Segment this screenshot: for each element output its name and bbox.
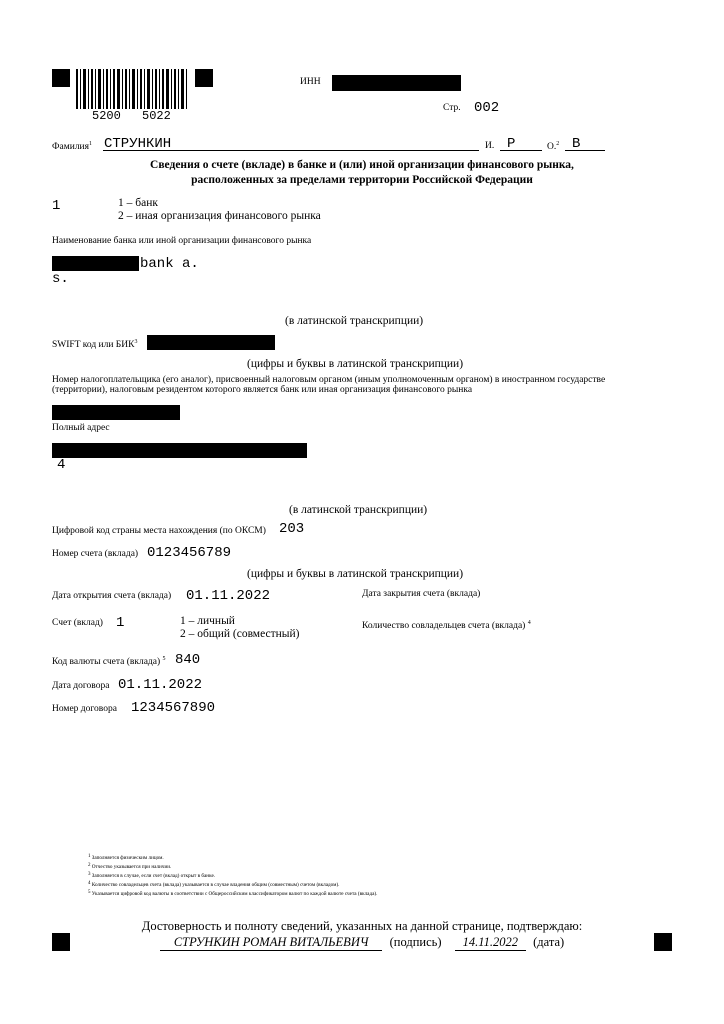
initial-value: Р	[507, 136, 516, 152]
account-type-option-personal: 1 – личный	[180, 615, 235, 627]
confirmation-text: Достоверность и полноту сведений, указанных на данной странице, подтверждаю:	[141, 919, 583, 933]
account-number-label: Номер счета (вклада)	[52, 549, 139, 559]
footnote-5: $^5$ Указывается цифровой код валюты в соответствии с Общероссийским классификатором валют по каждой валюте счета (вклада).	[88, 890, 378, 897]
taxpayer-number-redacted	[52, 405, 180, 420]
org-type-option-other: 2 – иная организация финансового рынка	[118, 210, 321, 222]
date-label: (дата)	[533, 935, 565, 949]
signer-name: СТРУНКИН РОМАН ВИТАЛЬЕВИЧ	[160, 935, 383, 951]
swift-hint: (цифры и буквы в латинской транскрипции)	[247, 358, 464, 370]
currency-code-label: Код валюты счета (вклада) $^5$	[52, 656, 166, 668]
page-label: Стр.	[443, 103, 461, 113]
surname-label: Фамилия$^1$	[52, 141, 93, 153]
address-label: Полный адрес	[52, 423, 110, 433]
close-date-label: Дата закрытия счета (вклада)	[362, 589, 481, 599]
page-title	[0, 158, 724, 188]
contract-number-label: Номер договора	[52, 704, 117, 714]
footnote-4: $^4$ Количество совладельцев счета (вклада) указывается в случае владения общим (совместным) счетом (вкладом).	[88, 881, 340, 888]
org-type-value: 1	[52, 198, 61, 214]
barcode-image	[75, 69, 190, 109]
account-type-value: 1	[116, 615, 125, 631]
footnotes	[88, 853, 377, 898]
account-type-option-joint: 2 – общий (совместный)	[180, 628, 300, 640]
open-date-label: Дата открытия счета (вклада)	[52, 591, 172, 601]
signature-line	[0, 935, 724, 951]
patronymic-underline	[565, 136, 605, 151]
contract-number-value: 1234567890	[131, 700, 216, 716]
swift-value-redacted	[147, 335, 275, 350]
currency-code-value: 840	[175, 652, 201, 668]
surname-value: СТРУНКИН	[104, 136, 172, 152]
org-type-option-bank: 1 – банк	[118, 197, 158, 209]
taxpayer-number-label-line1: Номер налогоплательщика (его аналог), присвоенный налоговым органом (иным уполномоченным органом) в иностранном государстве	[52, 375, 606, 385]
account-number-value: 0123456789	[147, 545, 232, 561]
bank-name-hint: (в латинской транскрипции)	[285, 315, 424, 327]
country-code-value: 203	[279, 521, 305, 537]
account-type-label: Счет (вклад)	[52, 618, 103, 628]
page-title-line1: Сведения о счете (вкладе) в банке и (или) иной организации финансового рынка,	[150, 159, 574, 171]
country-code-label: Цифровой код страны места нахождения (по ОКСМ)	[52, 526, 266, 536]
address-value-line2: 4	[57, 457, 66, 473]
account-number-hint: (цифры и буквы в латинской транскрипции)	[247, 568, 464, 580]
contract-date-label: Дата договора	[52, 681, 110, 691]
page-title-line2: расположенных за пределами территории Российской Федерации	[191, 174, 533, 186]
inn-label: ИНН	[300, 77, 321, 87]
signature-label: (подпись)	[389, 935, 442, 949]
bank-name-redacted	[52, 256, 139, 271]
open-date-value: 01.11.2022	[186, 588, 271, 604]
address-hint: (в латинской транскрипции)	[289, 504, 428, 516]
initial-label: И.	[485, 141, 495, 151]
taxpayer-number-label-line2: (территории), налоговым резидентом которого является банк или иная организация финансового рынка	[52, 385, 473, 395]
footnote-3: $^3$ Заполняется в случае, если счет (вклад) открыт в банке.	[88, 872, 216, 879]
address-value-redacted	[52, 443, 307, 458]
footnote-1: $^1$ Заполняется физическим лицом.	[88, 854, 164, 861]
inn-value-redacted	[332, 75, 461, 91]
barcode-number-right: 5022	[142, 109, 171, 123]
bank-name-label: Наименование банка или иной организации финансового рынка	[52, 236, 312, 246]
top-left-marker	[52, 69, 70, 87]
top-right-marker	[195, 69, 213, 87]
bank-name-value-line1: bank a.	[140, 256, 199, 272]
page-number: 002	[474, 100, 500, 116]
footnote-2: $^2$ Отчество указывается при наличии.	[88, 863, 172, 870]
co-owners-label: Количество совладельцев счета (вклада) $^4$	[362, 620, 531, 632]
patronymic-label: О.$^2$	[547, 141, 560, 153]
signature-date: 14.11.2022	[455, 935, 526, 951]
bank-name-value-line2: s.	[52, 271, 69, 287]
barcode-number-left: 5200	[92, 109, 121, 123]
patronymic-value: В	[572, 136, 581, 152]
contract-date-value: 01.11.2022	[118, 677, 203, 693]
swift-label: SWIFT код или БИК$^3$	[52, 339, 138, 351]
